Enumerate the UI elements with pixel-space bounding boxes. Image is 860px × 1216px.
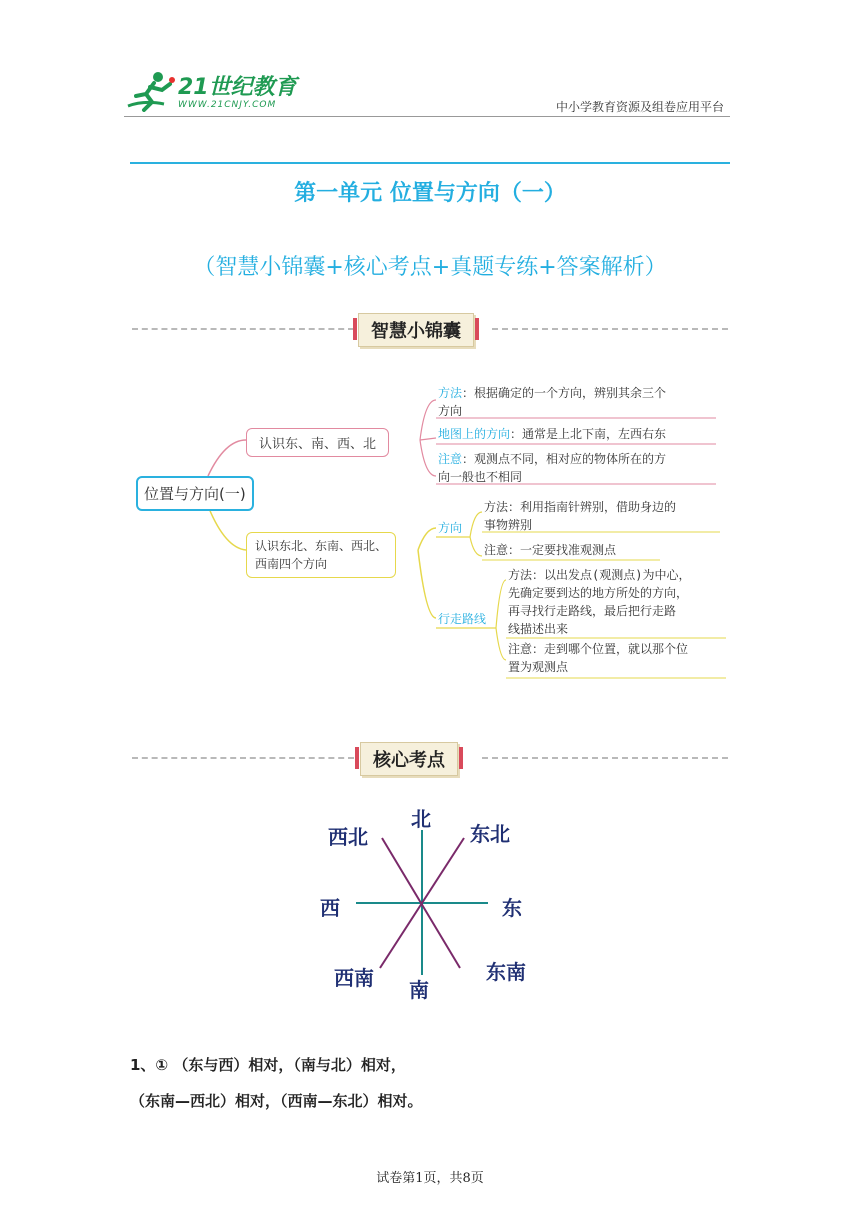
mindmap-branch-intercardinal: 认识东北、东南、西北、 西南四个方向 — [246, 532, 396, 578]
section-banner-tips: 智慧小锦囊 — [358, 313, 474, 347]
sub2-item-note: 注意：走到哪个位置，就以那个位 置为观测点 — [508, 642, 689, 674]
content-line-1: 1、① （东与西）相对，（南与北）相对， — [130, 1056, 406, 1074]
content-line-2: （东南—西北）相对，（西南—东北）相对。 — [130, 1092, 423, 1110]
page-title: 第一单元 位置与方向（一） — [294, 181, 566, 206]
compass-north: 北 — [411, 807, 431, 831]
banner2-dash-left — [132, 757, 354, 759]
compass-northeast: 东北 — [470, 822, 510, 846]
platform-label: 中小学教育资源及组卷应用平台 — [555, 100, 724, 114]
sub2-item-method: 方法：以出发点(观测点)为中心， 先确定要到达的地方所处的方向， 再寻找行走路线，最后把行走路 线描述出来 — [508, 568, 691, 636]
compass-northwest: 西北 — [328, 825, 368, 849]
section-banner-core: 核心考点 — [360, 742, 458, 776]
branch1-item-note: 注意：观测点不同，相对应的物体所在的方 向一般也不相同 — [438, 452, 667, 484]
sub-label-direction: 方向 — [438, 521, 463, 535]
branch1-item-map: 地图上的方向：通常是上北下南，左西右东 — [438, 427, 667, 441]
compass-east: 东 — [502, 896, 522, 920]
page-subtitle: （智慧小锦囊+核心考点+真题专练+答案解析） — [193, 255, 667, 280]
mindmap-root: 位置与方向(一) — [136, 476, 254, 511]
compass-southwest: 西南 — [334, 966, 374, 990]
page-footer: 试卷第1页，共8页 — [376, 1171, 484, 1186]
sub-label-route: 行走路线 — [438, 612, 487, 626]
compass-south: 南 — [409, 978, 429, 1002]
compass-west: 西 — [320, 896, 340, 920]
sub1-item-method: 方法：利用指南针辨别，借助身边的 事物辨别 — [484, 500, 677, 532]
banner2-dash-right — [482, 757, 728, 759]
sub1-item-note: 注意：一定要找准观测点 — [484, 543, 617, 557]
logo-text: 21世纪教育 — [178, 75, 297, 100]
logo-url: WWW.21CNJY.COM — [178, 100, 277, 110]
compass-southeast: 东南 — [486, 960, 526, 984]
branch1-item-method: 方法：根据确定的一个方向，辨别其余三个 方向 — [438, 386, 667, 418]
mindmap-branch-cardinal: 认识东、南、西、北 — [246, 428, 389, 457]
